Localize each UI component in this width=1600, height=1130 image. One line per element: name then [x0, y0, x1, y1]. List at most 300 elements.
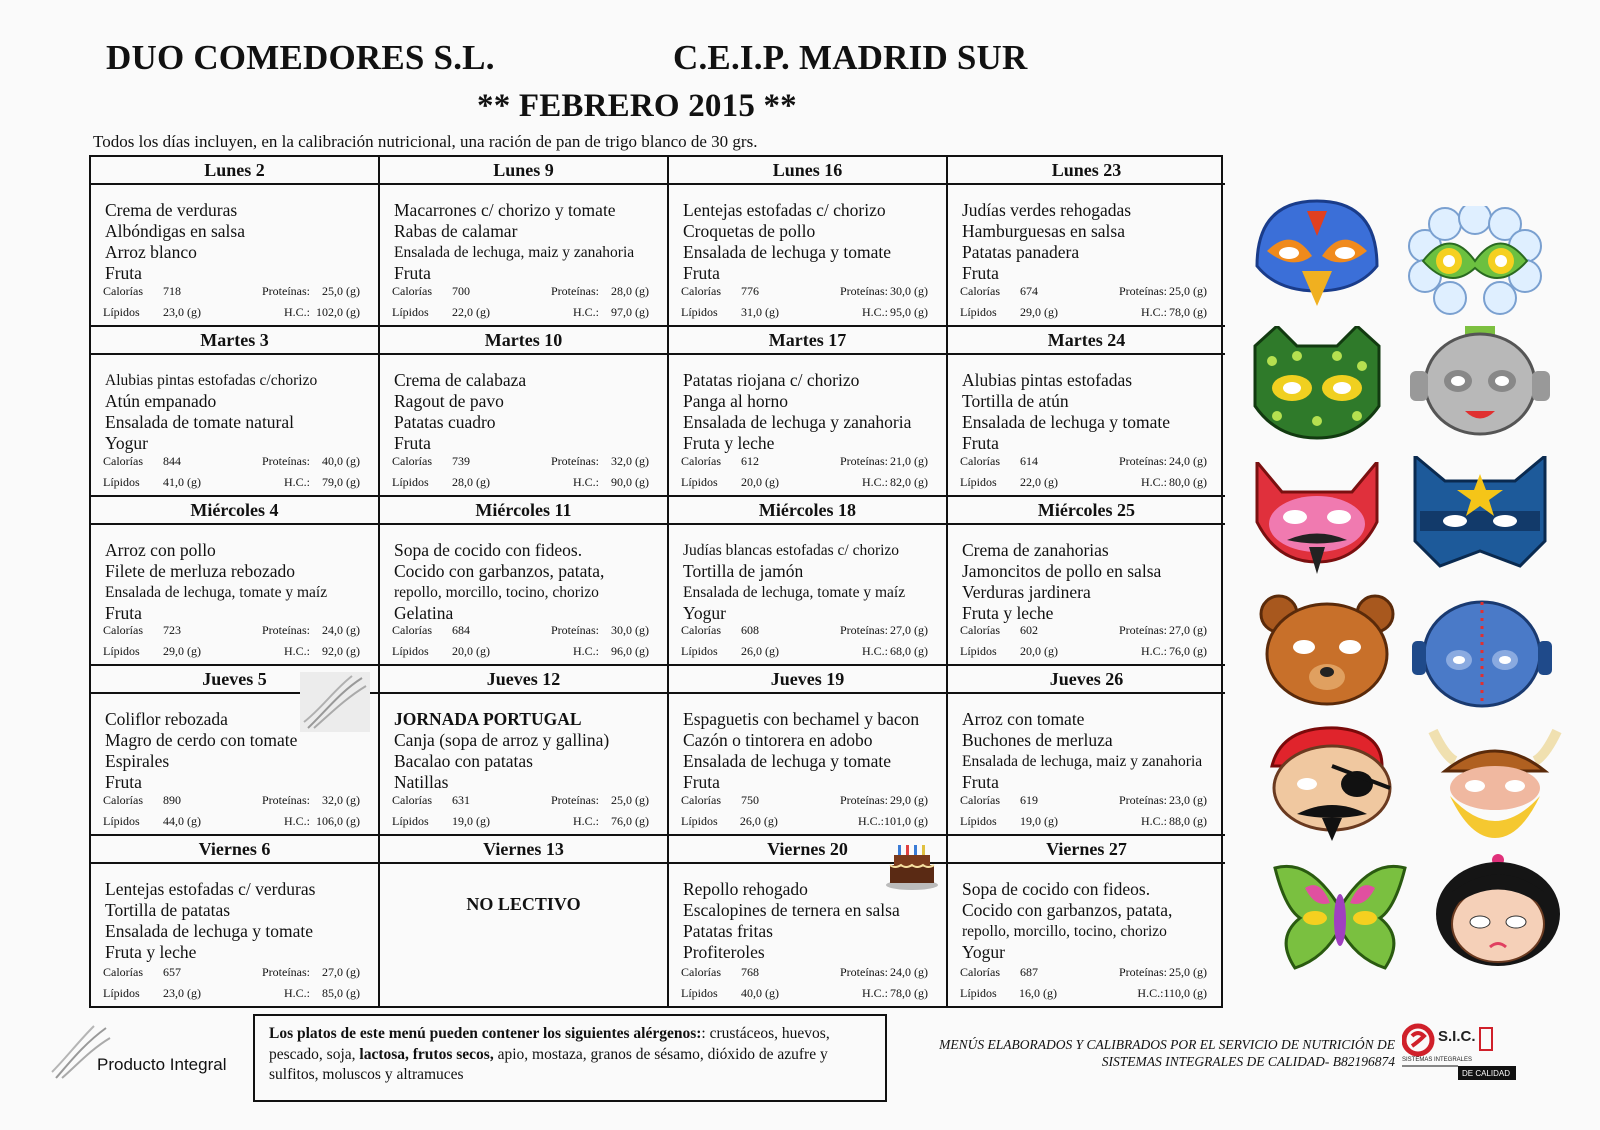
lipidos-value: 28,0 [452, 474, 473, 489]
lipidos-value-group [163, 983, 238, 1004]
proteinas-value-group [888, 962, 928, 983]
lipidos-value: 26,0 [739, 814, 761, 829]
dish-item: Buchones de merluza [962, 730, 1113, 751]
nutrition-row-1 [392, 451, 649, 472]
bear-mask-icon [1257, 592, 1397, 707]
proteinas-label: Proteínas: [262, 453, 310, 468]
dish-item: Fruta [105, 263, 142, 283]
dish-list [380, 694, 667, 793]
calorias-label: Calorías [103, 793, 143, 808]
proteinas-label: Proteínas: [551, 453, 599, 468]
hc-value: 68,0 [890, 644, 911, 659]
nutrition-row-1 [681, 620, 928, 641]
hc-value-group [310, 641, 360, 662]
proteinas-label: Proteínas: [262, 283, 310, 298]
dish-item: Filete de merluza rebozado [105, 560, 295, 581]
calorias-value: 723 [163, 623, 181, 638]
dish-item: Arroz blanco [105, 242, 197, 262]
unit-label: (g) [914, 965, 928, 979]
dish-item: Profiteroles [683, 942, 765, 963]
hc-value: 102,0 [316, 304, 343, 319]
hc-value: 82,0 [890, 474, 911, 489]
hc-value: 80,0 [1169, 474, 1190, 489]
unit-label: (g) [765, 304, 779, 319]
proteinas-label: Proteínas: [840, 283, 888, 298]
day-header: Martes 17 [669, 327, 946, 355]
day-header: Viernes 27 [948, 836, 1225, 864]
calorias-value: 657 [163, 965, 181, 979]
dish-item: Panga al horno [683, 390, 788, 411]
proteinas-value-group [888, 451, 928, 472]
dish-list [91, 355, 378, 454]
proteinas-value: 27,0 [1169, 623, 1190, 638]
day-cell [669, 497, 948, 667]
day-header: Martes 24 [948, 327, 1225, 355]
proteinas-value: 30,0 [611, 623, 632, 638]
dish-item: JORNADA PORTUGAL [394, 709, 582, 730]
dish-item: Yogur [683, 602, 726, 623]
unit-label: (g) [635, 623, 649, 638]
calorias-label: Calorías [103, 283, 143, 298]
nutrition-info [960, 790, 1207, 832]
lipidos-label: Lípidos [960, 986, 997, 1000]
calorias-value: 739 [452, 453, 470, 468]
calorias-value: 700 [452, 283, 470, 298]
devil-mask-icon [1247, 462, 1387, 577]
sic-logo-sub-2: DE CALIDAD [1462, 1069, 1511, 1078]
dish-item: Lentejas estofadas c/ verduras [105, 879, 316, 900]
hc-label: H.C.: [1140, 304, 1167, 319]
dish-item: Atún empanado [105, 390, 217, 411]
unit-label: (g) [187, 644, 201, 659]
lipidos-value: 29,0 [163, 644, 184, 659]
proteinas-value-group [310, 281, 360, 302]
nutrition-row-1 [392, 790, 649, 811]
day-header: Lunes 9 [380, 157, 667, 185]
unit-label: (g) [765, 474, 779, 489]
hc-value-group [1167, 302, 1207, 323]
proteinas-label: Proteínas: [1119, 453, 1167, 468]
lipidos-label: Lípidos [960, 814, 997, 829]
proteinas-label: Proteínas: [840, 453, 888, 468]
proteinas-value-group [888, 620, 928, 641]
nutrition-row-2 [103, 641, 360, 662]
day-cell [948, 157, 1225, 327]
lipidos-value: 20,0 [1020, 644, 1041, 659]
dish-item: Ensalada de lechuga y tomate [683, 242, 891, 262]
unit-label: (g) [914, 986, 928, 1000]
unit-label: (g) [346, 644, 360, 659]
dish-item: Alubias pintas estofadas [962, 369, 1133, 390]
unit-label: (g) [1193, 793, 1207, 808]
proteinas-value: 24,0 [1169, 453, 1190, 468]
lipidos-label: Lípidos [392, 644, 429, 659]
hc-value-group [310, 983, 360, 1004]
lipidos-label: Lípidos [681, 304, 718, 319]
hc-label: H.C.: [283, 814, 310, 829]
month-title: ** FEBRERO 2015 ** [477, 88, 797, 124]
unit-label: (g) [346, 283, 360, 298]
nutrition-row-2 [103, 302, 360, 323]
hc-value: 96,0 [611, 644, 632, 659]
proteinas-value: 25,0 [322, 283, 343, 298]
unit-label: (g) [1042, 986, 1057, 1000]
calorias-label: Calorías [103, 623, 143, 638]
lipidos-value-group [741, 641, 816, 662]
dish-item: Sopa de cocido con fideos. [394, 539, 583, 560]
hc-value: 110,0 [1163, 986, 1190, 1000]
unit-label: (g) [1193, 986, 1207, 1000]
hc-value-group [599, 472, 649, 493]
dish-item: Sopa de cocido con fideos. [962, 879, 1151, 900]
sic-logo-text: S.I.C. [1438, 1028, 1476, 1045]
nutrition-row-1 [960, 281, 1207, 302]
day-cell [948, 666, 1225, 836]
nutrition-info [392, 790, 649, 832]
day-header: Jueves 5 [91, 666, 378, 694]
day-header: Martes 10 [380, 327, 667, 355]
unit-label: (g) [765, 644, 779, 659]
unit-label: (g) [914, 644, 928, 659]
dish-item: Croquetas de pollo [683, 221, 816, 241]
dish-item: Cocido con garbanzos, patata, [962, 900, 1173, 921]
dish-item: Fruta [394, 432, 431, 453]
proteinas-value: 25,0 [611, 793, 632, 808]
calorias-value: 608 [741, 623, 759, 638]
hc-value-group [1167, 472, 1207, 493]
lipidos-value: 22,0 [1020, 474, 1041, 489]
nutrition-info [392, 620, 649, 662]
dish-item: Canja (sopa de arroz y gallina) [394, 730, 610, 751]
lipidos-value-group [1019, 983, 1093, 1004]
calorias-label: Calorías [392, 623, 432, 638]
dish-list [669, 355, 946, 454]
lipidos-value: 31,0 [741, 304, 762, 319]
dish-item: Ensalada de lechuga y tomate [683, 751, 891, 772]
calorias-label: Calorías [392, 793, 432, 808]
dish-item: Natillas [394, 772, 449, 793]
calorias-value: 602 [1020, 623, 1038, 638]
lipidos-value-group [163, 811, 238, 832]
dish-list [948, 864, 1225, 963]
lipidos-value-group [452, 302, 527, 323]
nutrition-row-1 [392, 620, 649, 641]
nutrition-row-1 [103, 962, 360, 983]
dish-list [948, 185, 1225, 284]
proteinas-label: Proteínas: [1119, 623, 1167, 638]
dish-list [91, 525, 378, 624]
hc-value-group [310, 302, 360, 323]
dish-item: Ensalada de lechuga y tomate [962, 411, 1170, 432]
dish-item: Judías blancas estofadas c/ chorizo [683, 541, 900, 559]
calorias-value: 619 [1020, 793, 1038, 808]
proteinas-value: 32,0 [611, 453, 632, 468]
nutrition-row-1 [103, 451, 360, 472]
unit-label: (g) [346, 793, 360, 808]
unit-label: (g) [635, 644, 649, 659]
proteinas-label: Proteínas: [840, 965, 888, 979]
day-cell [91, 497, 380, 667]
lipidos-value: 41,0 [163, 474, 184, 489]
proteinas-label: Proteínas: [1119, 965, 1167, 979]
hc-value-group [310, 811, 360, 832]
day-cell [380, 157, 669, 327]
day-header: Lunes 16 [669, 157, 946, 185]
hc-value: 79,0 [322, 474, 343, 489]
dish-item: Patatas fritas [683, 921, 773, 942]
nutrition-info [392, 281, 649, 323]
hc-value: 97,0 [611, 304, 632, 319]
lipidos-value-group [1020, 302, 1095, 323]
astronaut-mask-icon [1412, 596, 1552, 711]
lipidos-value-group [163, 641, 238, 662]
lipidos-label: Lípidos [103, 814, 140, 829]
nutrition-row-2 [681, 641, 928, 662]
lipidos-label: Lípidos [960, 644, 997, 659]
calorias-value: 750 [741, 793, 759, 808]
unit-label: (g) [914, 814, 928, 829]
dish-list [380, 525, 667, 624]
lipidos-value: 29,0 [1020, 304, 1041, 319]
proteinas-value-group [888, 281, 928, 302]
lipidos-value: 23,0 [163, 304, 184, 319]
calorias-value: 631 [452, 793, 470, 808]
dish-item: Macarrones c/ chorizo y tomate [394, 200, 616, 220]
calorias-label: Calorías [960, 453, 1000, 468]
calorias-label: Calorías [960, 623, 1000, 638]
dish-item: Crema de zanahorias [962, 539, 1109, 560]
nutrition-row-1 [960, 451, 1207, 472]
nutrition-row-1 [960, 962, 1207, 983]
proteinas-label: Proteínas: [551, 793, 599, 808]
hc-label: H.C.: [283, 986, 310, 1000]
hc-value: 90,0 [611, 474, 632, 489]
lipidos-label: Lípidos [103, 304, 140, 319]
nutrition-info [103, 451, 360, 493]
nutrition-row-1 [392, 281, 649, 302]
nutrition-row-1 [960, 790, 1207, 811]
no-lectivo-label: NO LECTIVO [466, 894, 581, 915]
dish-item: Coliflor rebozada [105, 709, 228, 730]
dish-list [669, 525, 946, 624]
unit-label: (g) [1193, 453, 1207, 468]
lipidos-value-group [1020, 811, 1095, 832]
unit-label: (g) [346, 814, 360, 829]
hc-label: H.C.: [572, 814, 599, 829]
calorias-value: 687 [1020, 965, 1038, 979]
lipidos-value: 20,0 [741, 474, 762, 489]
nutrition-row-2 [392, 472, 649, 493]
nutrition-row-2 [392, 641, 649, 662]
calorias-label: Calorías [960, 283, 1000, 298]
unit-label: (g) [1044, 644, 1058, 659]
hc-value-group [1163, 983, 1207, 1004]
lipidos-value: 44,0 [163, 814, 184, 829]
dish-item: Ensalada de lechuga, tomate y maíz [683, 583, 906, 601]
nutrition-row-2 [681, 983, 928, 1004]
dish-item: Ensalada de lechuga y tomate [105, 921, 313, 942]
proteinas-value: 29,0 [890, 793, 911, 808]
unit-label: (g) [1044, 304, 1058, 319]
menu-grid [89, 155, 1223, 1008]
nutrition-row-2 [103, 811, 360, 832]
dish-item: Hamburguesas en salsa [962, 221, 1125, 241]
hc-value-group [1167, 811, 1207, 832]
unit-label: (g) [476, 644, 490, 659]
proteinas-label: Proteínas: [840, 793, 888, 808]
hc-label: H.C.: [572, 474, 599, 489]
lipidos-label: Lípidos [681, 814, 718, 829]
nutrition-row-1 [103, 790, 360, 811]
proteinas-value: 27,0 [890, 623, 911, 638]
school-title: C.E.I.P. MADRID SUR [673, 38, 1028, 77]
day-header: Miércoles 4 [91, 497, 378, 525]
allergens-lead: Los platos de este menú pueden contener los siguientes alérgenos: [269, 1025, 702, 1042]
allergens-text-bold: lactosa, frutos secos, [359, 1045, 494, 1063]
day-cell [380, 497, 669, 667]
unit-label: (g) [1193, 623, 1207, 638]
dish-item: Fruta [962, 263, 999, 283]
nutrition-row-2 [392, 811, 649, 832]
dish-item: Fruta [962, 772, 999, 793]
proteinas-value-group [1167, 620, 1207, 641]
dish-list [380, 185, 667, 284]
proteinas-value-group [1167, 281, 1207, 302]
hc-label: H.C.: [861, 986, 888, 1000]
nutrition-info [103, 620, 360, 662]
day-cell [948, 836, 1225, 1006]
lipidos-value-group [452, 472, 527, 493]
day-header: Miércoles 25 [948, 497, 1225, 525]
lipidos-label: Lípidos [681, 986, 718, 1000]
bread-note: Todos los días incluyen, en la calibración nutricional, una ración de pan de trigo blanco de 30 grs. [93, 132, 758, 151]
calorias-value: 614 [1020, 453, 1038, 468]
hc-value: 76,0 [611, 814, 632, 829]
calorias-value: 844 [163, 453, 181, 468]
proteinas-label: Proteínas: [840, 623, 888, 638]
dish-item: Judías verdes rehogadas [962, 200, 1132, 220]
nutrition-info [681, 451, 928, 493]
company-title: DUO COMEDORES S.L. [106, 38, 495, 77]
dish-item: repollo, morcillo, tocino, chorizo [962, 923, 1167, 941]
unit-label: (g) [763, 814, 778, 829]
hc-value-group [888, 302, 928, 323]
unit-label: (g) [1044, 814, 1058, 829]
proteinas-value-group [599, 281, 649, 302]
calorias-value: 718 [163, 283, 181, 298]
dish-item: Fruta [105, 602, 142, 623]
unit-label: (g) [635, 283, 649, 298]
day-cell [380, 836, 669, 1006]
proteinas-value-group [599, 451, 649, 472]
allergens-text-1: : crustáceos, huevos, pescado, soja, [269, 1025, 830, 1063]
nutrition-row-1 [681, 962, 928, 983]
dish-list [91, 185, 378, 284]
dish-item: Alubias pintas estofadas c/chorizo [105, 371, 318, 389]
lipidos-value: 16,0 [1018, 986, 1040, 1000]
proteinas-label: Proteínas: [262, 965, 310, 979]
lipidos-label: Lípidos [392, 304, 429, 319]
sic-logo-sub-1: SISTEMAS INTEGRALES [1402, 1057, 1473, 1063]
calorias-label: Calorías [392, 283, 432, 298]
dish-item: Cocido con garbanzos, patata, [394, 560, 605, 581]
proteinas-value: 30,0 [890, 283, 911, 298]
dish-item: Escalopines de ternera en salsa [683, 900, 900, 921]
unit-label: (g) [914, 453, 928, 468]
hc-value: 78,0 [1169, 304, 1190, 319]
wheat-icon [300, 672, 370, 732]
proteinas-value: 21,0 [890, 453, 911, 468]
nutrition-row-1 [960, 620, 1207, 641]
calorias-label: Calorías [103, 453, 143, 468]
dish-list [380, 355, 667, 454]
calorias-label: Calorías [960, 793, 1000, 808]
day-cell [380, 666, 669, 836]
day-header: Viernes 13 [380, 836, 667, 864]
day-header: Jueves 12 [380, 666, 667, 694]
unit-label: (g) [187, 814, 201, 829]
proteinas-label: Proteínas: [262, 623, 310, 638]
day-cell [91, 327, 380, 497]
dish-item: Patatas cuadro [394, 411, 496, 432]
nutrition-info [681, 790, 928, 832]
nutrition-row-1 [681, 790, 928, 811]
lipidos-label: Lípidos [392, 814, 429, 829]
hc-label: H.C.: [572, 304, 599, 319]
hc-label: H.C.: [1140, 474, 1167, 489]
unit-label: (g) [1193, 304, 1207, 319]
lipidos-label: Lípidos [103, 986, 140, 1000]
dish-item: Ensalada de lechuga, tomate y maíz [105, 583, 328, 601]
proteinas-value-group [310, 790, 360, 811]
hc-label: H.C.: [861, 304, 888, 319]
unit-label: (g) [635, 304, 649, 319]
unit-label: (g) [1193, 814, 1207, 829]
lipidos-value: 40,0 [741, 986, 762, 1000]
lipidos-value: 20,0 [452, 644, 473, 659]
proteinas-value: 25,0 [1169, 283, 1190, 298]
dish-item: Fruta y leche [683, 432, 775, 453]
dish-item: Espirales [105, 751, 170, 772]
lipidos-value-group [452, 641, 527, 662]
unit-label: (g) [1193, 965, 1207, 979]
proteinas-value: 28,0 [611, 283, 632, 298]
nutrition-row-2 [960, 302, 1207, 323]
calorias-label: Calorías [681, 965, 721, 979]
dish-item: Espaguetis con bechamel y bacon [683, 709, 920, 730]
nutrition-info [960, 962, 1207, 1004]
hc-label: H.C.: [283, 644, 310, 659]
nutrition-row-1 [681, 451, 928, 472]
hc-value-group [888, 983, 928, 1004]
calorias-label: Calorías [392, 453, 432, 468]
dish-item: Tortilla de atún [962, 390, 1069, 411]
proteinas-value: 24,0 [890, 965, 911, 979]
hc-label: H.C.: [861, 474, 888, 489]
day-cell [91, 836, 380, 1006]
dish-item: Gelatina [394, 602, 454, 623]
unit-label: (g) [187, 304, 201, 319]
hc-value: 101,0 [884, 814, 911, 829]
unit-label: (g) [914, 623, 928, 638]
nutrition-row-2 [392, 302, 649, 323]
dish-item: Ensalada de lechuga, maiz y zanahoria [962, 753, 1203, 771]
lipidos-value-group [452, 811, 527, 832]
dish-item: Crema de calabaza [394, 369, 527, 390]
dish-item: Ragout de pavo [394, 390, 504, 411]
hc-label: H.C.: [1137, 986, 1164, 1000]
hc-value-group [599, 302, 649, 323]
